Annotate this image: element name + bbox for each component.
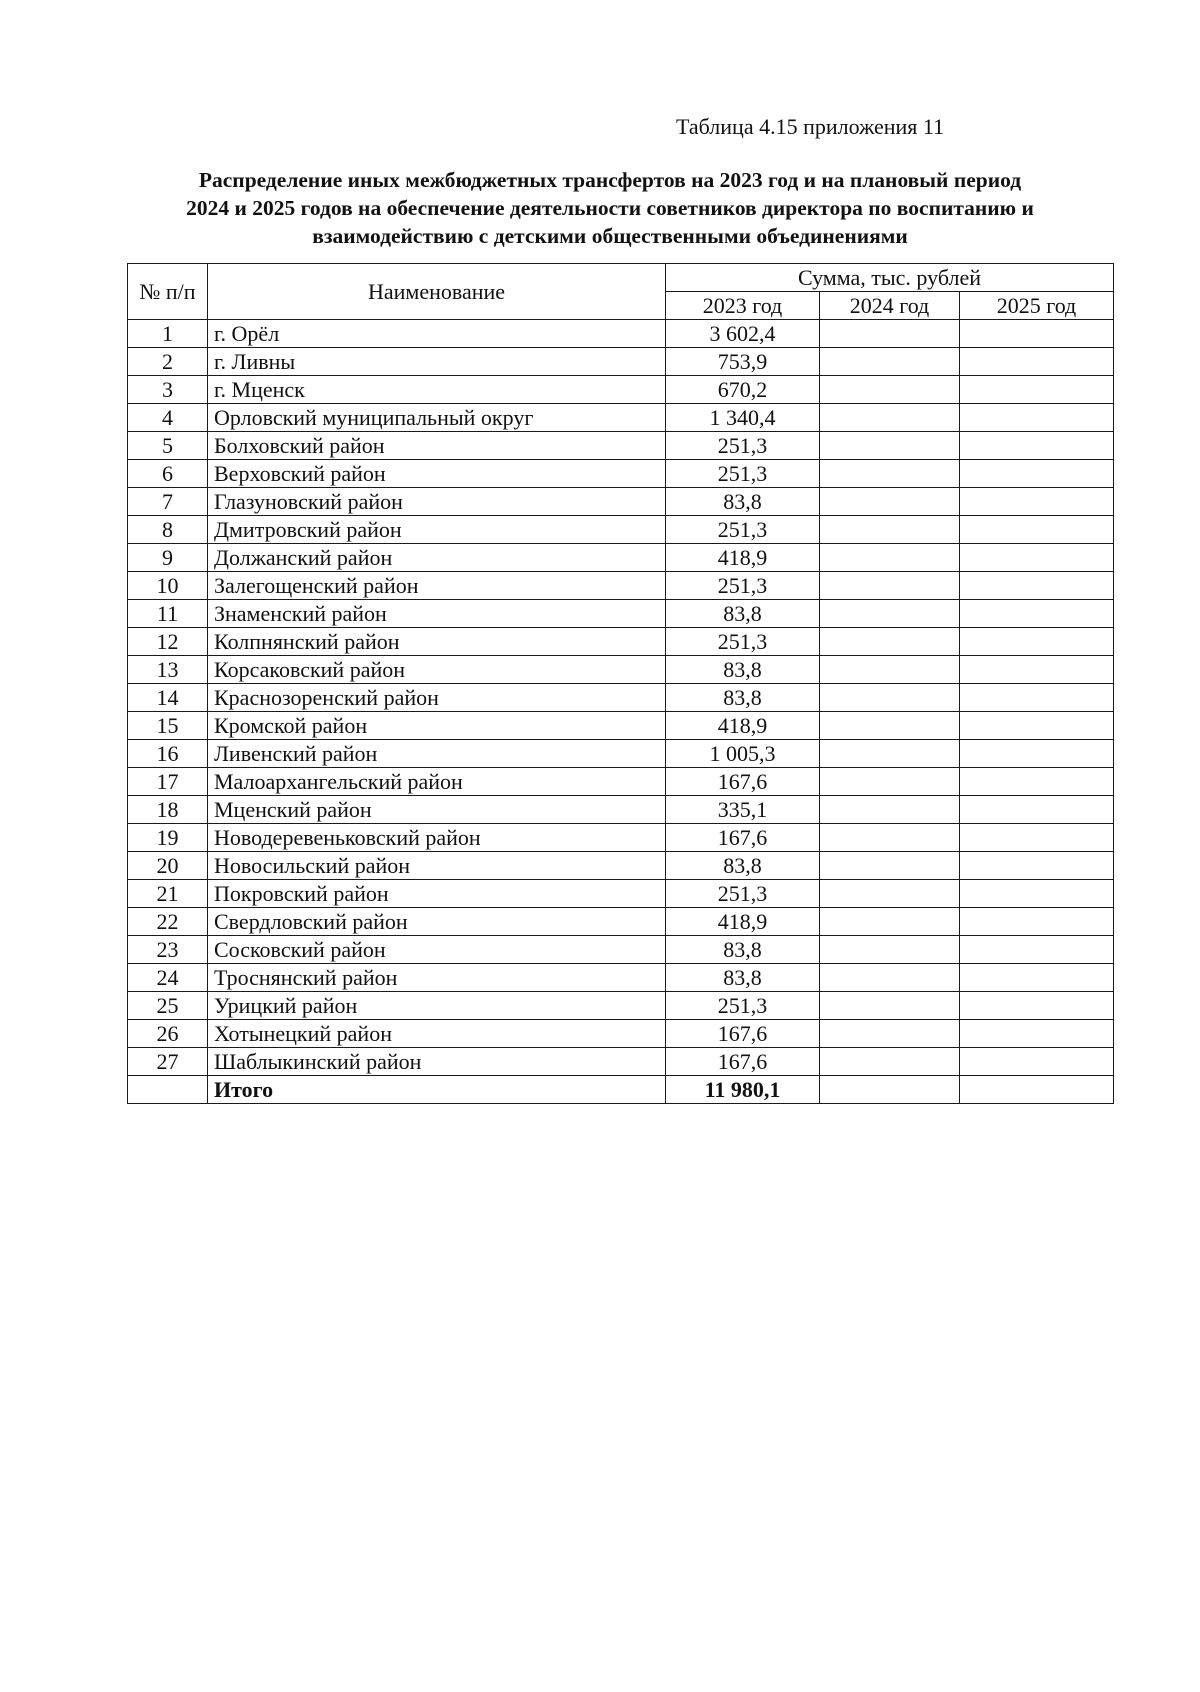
row-name: Болховский район xyxy=(208,432,666,460)
row-number: 22 xyxy=(128,908,208,936)
row-value-2025 xyxy=(960,684,1114,712)
header-year-2025: 2025 год xyxy=(960,292,1114,320)
row-number: 1 xyxy=(128,320,208,348)
total-value-2023: 11 980,1 xyxy=(666,1076,820,1104)
row-value-2024 xyxy=(820,320,960,348)
row-value-2023: 167,6 xyxy=(666,768,820,796)
row-number: 26 xyxy=(128,1020,208,1048)
row-value-2025 xyxy=(960,572,1114,600)
row-value-2025 xyxy=(960,432,1114,460)
row-value-2025 xyxy=(960,740,1114,768)
row-name: Покровский район xyxy=(208,880,666,908)
row-name: Дмитровский район xyxy=(208,516,666,544)
row-number: 6 xyxy=(128,460,208,488)
table-row xyxy=(128,600,1114,628)
row-name: Урицкий район xyxy=(208,992,666,1020)
row-value-2024 xyxy=(820,936,960,964)
row-name: г. Орёл xyxy=(208,320,666,348)
row-number: 4 xyxy=(128,404,208,432)
row-value-2025 xyxy=(960,712,1114,740)
row-number: 25 xyxy=(128,992,208,1020)
row-value-2024 xyxy=(820,348,960,376)
table-row xyxy=(128,880,1114,908)
row-value-2023: 418,9 xyxy=(666,712,820,740)
row-name: Свердловский район xyxy=(208,908,666,936)
table-row xyxy=(128,348,1114,376)
row-value-2023: 251,3 xyxy=(666,460,820,488)
table-row xyxy=(128,572,1114,600)
row-value-2025 xyxy=(960,992,1114,1020)
table-row xyxy=(128,740,1114,768)
row-number: 7 xyxy=(128,488,208,516)
row-number: 17 xyxy=(128,768,208,796)
header-year-2023: 2023 год xyxy=(666,292,820,320)
row-value-2023: 167,6 xyxy=(666,1020,820,1048)
row-value-2024 xyxy=(820,544,960,572)
row-value-2023: 753,9 xyxy=(666,348,820,376)
row-value-2025 xyxy=(960,488,1114,516)
row-value-2024 xyxy=(820,1020,960,1048)
row-value-2024 xyxy=(820,712,960,740)
row-value-2025 xyxy=(960,852,1114,880)
row-number: 24 xyxy=(128,964,208,992)
table-row xyxy=(128,656,1114,684)
row-name: Новосильский район xyxy=(208,852,666,880)
row-value-2025 xyxy=(960,376,1114,404)
row-value-2024 xyxy=(820,628,960,656)
row-value-2025 xyxy=(960,936,1114,964)
total-name: Итого xyxy=(208,1076,666,1104)
table-row xyxy=(128,460,1114,488)
title-line: Распределение иных межбюджетных трансфертов на 2023 год и на плановый период xyxy=(198,168,1022,192)
table-row xyxy=(128,432,1114,460)
row-value-2025 xyxy=(960,880,1114,908)
row-value-2025 xyxy=(960,964,1114,992)
row-value-2025 xyxy=(960,1048,1114,1076)
row-value-2024 xyxy=(820,376,960,404)
row-name: Верховский район xyxy=(208,460,666,488)
row-value-2023: 251,3 xyxy=(666,572,820,600)
row-name: Краснозоренский район xyxy=(208,684,666,712)
row-value-2023: 251,3 xyxy=(666,432,820,460)
row-number: 20 xyxy=(128,852,208,880)
row-value-2023: 83,8 xyxy=(666,964,820,992)
row-value-2025 xyxy=(960,544,1114,572)
row-number: 19 xyxy=(128,824,208,852)
row-value-2023: 1 340,4 xyxy=(666,404,820,432)
table-row xyxy=(128,824,1114,852)
table-row xyxy=(128,684,1114,712)
row-name: Малоархангельский район xyxy=(208,768,666,796)
row-value-2025 xyxy=(960,768,1114,796)
row-name: Мценский район xyxy=(208,796,666,824)
row-value-2024 xyxy=(820,1048,960,1076)
row-value-2023: 670,2 xyxy=(666,376,820,404)
row-number: 5 xyxy=(128,432,208,460)
row-name: г. Ливны xyxy=(208,348,666,376)
row-value-2024 xyxy=(820,824,960,852)
table-row xyxy=(128,376,1114,404)
title-line: 2024 и 2025 годов на обеспечение деятельности советников директора по воспитанию и xyxy=(186,196,1034,220)
table-caption: Таблица 4.15 приложения 11 xyxy=(676,114,945,139)
document-title xyxy=(110,166,1110,250)
row-number: 9 xyxy=(128,544,208,572)
row-value-2024 xyxy=(820,432,960,460)
row-number: 12 xyxy=(128,628,208,656)
row-number: 3 xyxy=(128,376,208,404)
row-value-2023: 83,8 xyxy=(666,852,820,880)
row-value-2025 xyxy=(960,796,1114,824)
row-value-2023: 251,3 xyxy=(666,628,820,656)
table-row xyxy=(128,1048,1114,1076)
row-value-2023: 3 602,4 xyxy=(666,320,820,348)
row-number: 21 xyxy=(128,880,208,908)
row-number: 10 xyxy=(128,572,208,600)
header-year-2024: 2024 год xyxy=(820,292,960,320)
row-value-2023: 167,6 xyxy=(666,1048,820,1076)
table-row xyxy=(128,488,1114,516)
table-row xyxy=(128,936,1114,964)
total-value-2024 xyxy=(820,1076,960,1104)
table-body xyxy=(128,320,1114,1104)
row-value-2025 xyxy=(960,460,1114,488)
table-row xyxy=(128,516,1114,544)
row-value-2025 xyxy=(960,320,1114,348)
row-name: Орловский муниципальный округ xyxy=(208,404,666,432)
row-value-2023: 83,8 xyxy=(666,936,820,964)
row-value-2023: 83,8 xyxy=(666,488,820,516)
row-value-2025 xyxy=(960,1020,1114,1048)
row-value-2024 xyxy=(820,908,960,936)
table-row xyxy=(128,1020,1114,1048)
table-row xyxy=(128,628,1114,656)
row-name: Корсаковский район xyxy=(208,656,666,684)
row-name: Кромской район xyxy=(208,712,666,740)
row-number: 14 xyxy=(128,684,208,712)
table-row xyxy=(128,544,1114,572)
row-value-2024 xyxy=(820,740,960,768)
row-name: Шаблыкинский район xyxy=(208,1048,666,1076)
row-value-2024 xyxy=(820,404,960,432)
row-value-2024 xyxy=(820,684,960,712)
total-number xyxy=(128,1076,208,1104)
row-value-2023: 335,1 xyxy=(666,796,820,824)
row-number: 27 xyxy=(128,1048,208,1076)
row-value-2025 xyxy=(960,628,1114,656)
row-value-2023: 1 005,3 xyxy=(666,740,820,768)
row-number: 13 xyxy=(128,656,208,684)
row-value-2025 xyxy=(960,404,1114,432)
table-row xyxy=(128,768,1114,796)
row-name: Знаменский район xyxy=(208,600,666,628)
row-value-2024 xyxy=(820,880,960,908)
row-name: Колпнянский район xyxy=(208,628,666,656)
row-value-2025 xyxy=(960,348,1114,376)
row-value-2023: 251,3 xyxy=(666,992,820,1020)
row-name: Глазуновский район xyxy=(208,488,666,516)
table-row xyxy=(128,852,1114,880)
table-row xyxy=(128,992,1114,1020)
row-name: Сосковский район xyxy=(208,936,666,964)
row-number: 16 xyxy=(128,740,208,768)
total-row xyxy=(128,1076,1114,1104)
row-value-2025 xyxy=(960,600,1114,628)
row-value-2025 xyxy=(960,656,1114,684)
row-name: Новодеревеньковский район xyxy=(208,824,666,852)
row-value-2024 xyxy=(820,852,960,880)
row-value-2023: 418,9 xyxy=(666,544,820,572)
transfers-table xyxy=(127,263,1114,1104)
table-row xyxy=(128,964,1114,992)
header-num: № п/п xyxy=(128,264,208,320)
row-value-2024 xyxy=(820,572,960,600)
row-name: Хотынецкий район xyxy=(208,1020,666,1048)
row-value-2024 xyxy=(820,516,960,544)
row-value-2024 xyxy=(820,488,960,516)
row-name: г. Мценск xyxy=(208,376,666,404)
total-value-2025 xyxy=(960,1076,1114,1104)
row-name: Залегощенский район xyxy=(208,572,666,600)
row-value-2023: 83,8 xyxy=(666,656,820,684)
header-sum: Сумма, тыс. рублей xyxy=(666,264,1114,292)
row-number: 2 xyxy=(128,348,208,376)
table-row xyxy=(128,908,1114,936)
row-value-2025 xyxy=(960,908,1114,936)
row-value-2025 xyxy=(960,824,1114,852)
title-line: взаимодействию с детскими общественными объединениями xyxy=(312,224,908,248)
row-value-2024 xyxy=(820,796,960,824)
row-value-2023: 167,6 xyxy=(666,824,820,852)
table-header-row xyxy=(128,264,1114,292)
row-value-2024 xyxy=(820,964,960,992)
row-value-2024 xyxy=(820,656,960,684)
table-row xyxy=(128,404,1114,432)
row-number: 18 xyxy=(128,796,208,824)
row-name: Должанский район xyxy=(208,544,666,572)
row-value-2023: 83,8 xyxy=(666,684,820,712)
row-value-2023: 251,3 xyxy=(666,516,820,544)
row-value-2023: 418,9 xyxy=(666,908,820,936)
table-row xyxy=(128,320,1114,348)
row-value-2024 xyxy=(820,460,960,488)
row-value-2024 xyxy=(820,992,960,1020)
row-value-2025 xyxy=(960,516,1114,544)
row-value-2023: 251,3 xyxy=(666,880,820,908)
row-number: 8 xyxy=(128,516,208,544)
table-row xyxy=(128,712,1114,740)
header-name: Наименование xyxy=(208,264,666,320)
row-number: 11 xyxy=(128,600,208,628)
row-value-2024 xyxy=(820,600,960,628)
row-value-2024 xyxy=(820,768,960,796)
table-row xyxy=(128,796,1114,824)
row-number: 23 xyxy=(128,936,208,964)
row-name: Ливенский район xyxy=(208,740,666,768)
row-value-2023: 83,8 xyxy=(666,600,820,628)
row-name: Троснянский район xyxy=(208,964,666,992)
row-number: 15 xyxy=(128,712,208,740)
